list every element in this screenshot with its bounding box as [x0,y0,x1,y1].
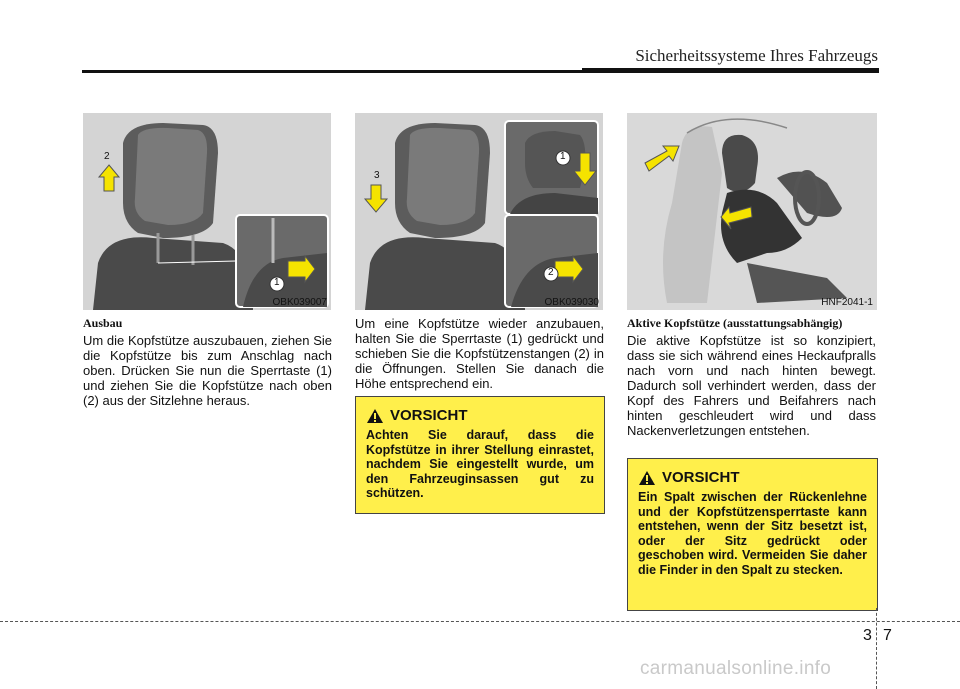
callout-2: 2 [548,267,554,278]
callout-2: 2 [104,151,110,162]
figure-label: OBK039007 [272,297,327,308]
watermark: carmanualsonline.info [640,658,832,679]
warning-triangle-icon [366,408,384,424]
active-headrest-text: Die aktive Kopfstütze ist so konzipiert, dass sie sich während eines Heckaufpralls nach vorn und nach hinten bewegt. Dadurch soll verhindert werden, dass der Kopf des Fahrers und Beifahrers nach hinten geschleudert wird und dass Nackenverletzungen entstehen. [627,333,876,438]
callout-1: 1 [560,151,566,162]
callout-3: 3 [374,170,380,181]
active-headrest-illustration [627,113,877,310]
section-title-active-headrest: Aktive Kopfstütze (ausstattungsabhängig) [627,316,843,330]
warning-box-active-headrest [627,458,878,611]
header-title: Sicherheitssysteme Ihres Fahrzeugs [635,46,878,65]
warning-title: VORSICHT [662,469,740,486]
figure-active-headrest [627,113,877,310]
chapter-number: 3 [863,627,872,644]
warning-box-installation [355,396,605,514]
warning-header [366,407,594,424]
section-title-removal: Ausbau [83,316,123,330]
installation-text: Um eine Kopfstütze wieder anzubauen, halten Sie die Sperrtaste (1) gedrückt und schieben Sie die Kopfstützenstangen (2) in die Öffnungen. Stellen Sie danach die Höhe entsprechend ein. [355,316,604,391]
figure-headrest-installation [355,113,603,310]
header-rule-accent [582,68,879,73]
warning-text: Ein Spalt zwischen der Rückenlehne und der Kopfstützensperrtaste kann entstehen, wenn der Sitz besetzt ist, oder der Sitz gedrückt oder geschoben wird. Vermeiden Sie daher die Finder in den Spalt zu stecken. [638,490,867,577]
footer-divider [876,608,877,689]
warning-triangle-icon [638,470,656,486]
warning-title: VORSICHT [390,407,468,424]
headrest-installation-illustration [355,113,603,310]
removal-text: Um die Kopfstütze auszubauen, ziehen Sie die Kopfstütze bis zum Anschlag nach oben. Drücken Sie nun die Sperrtaste (1) und ziehen Sie die Kopfstütze nach oben (2) aus der Sitzlehne heraus. [83,333,332,408]
warning-header [638,469,867,486]
headrest-removal-illustration [83,113,331,310]
figure-label: HNF2041-1 [821,297,873,308]
footer-rule [0,621,960,622]
callout-1: 1 [274,277,280,288]
figure-headrest-removal [83,113,331,310]
figure-label: OBK039030 [544,297,599,308]
page-number: 7 [883,627,892,644]
warning-text: Achten Sie darauf, dass die Kopfstütze in ihrer Stellung einrastet, nachdem Sie eingestellt wurde, um den Fahrzeuginsassen gut zu schützen. [366,428,594,500]
